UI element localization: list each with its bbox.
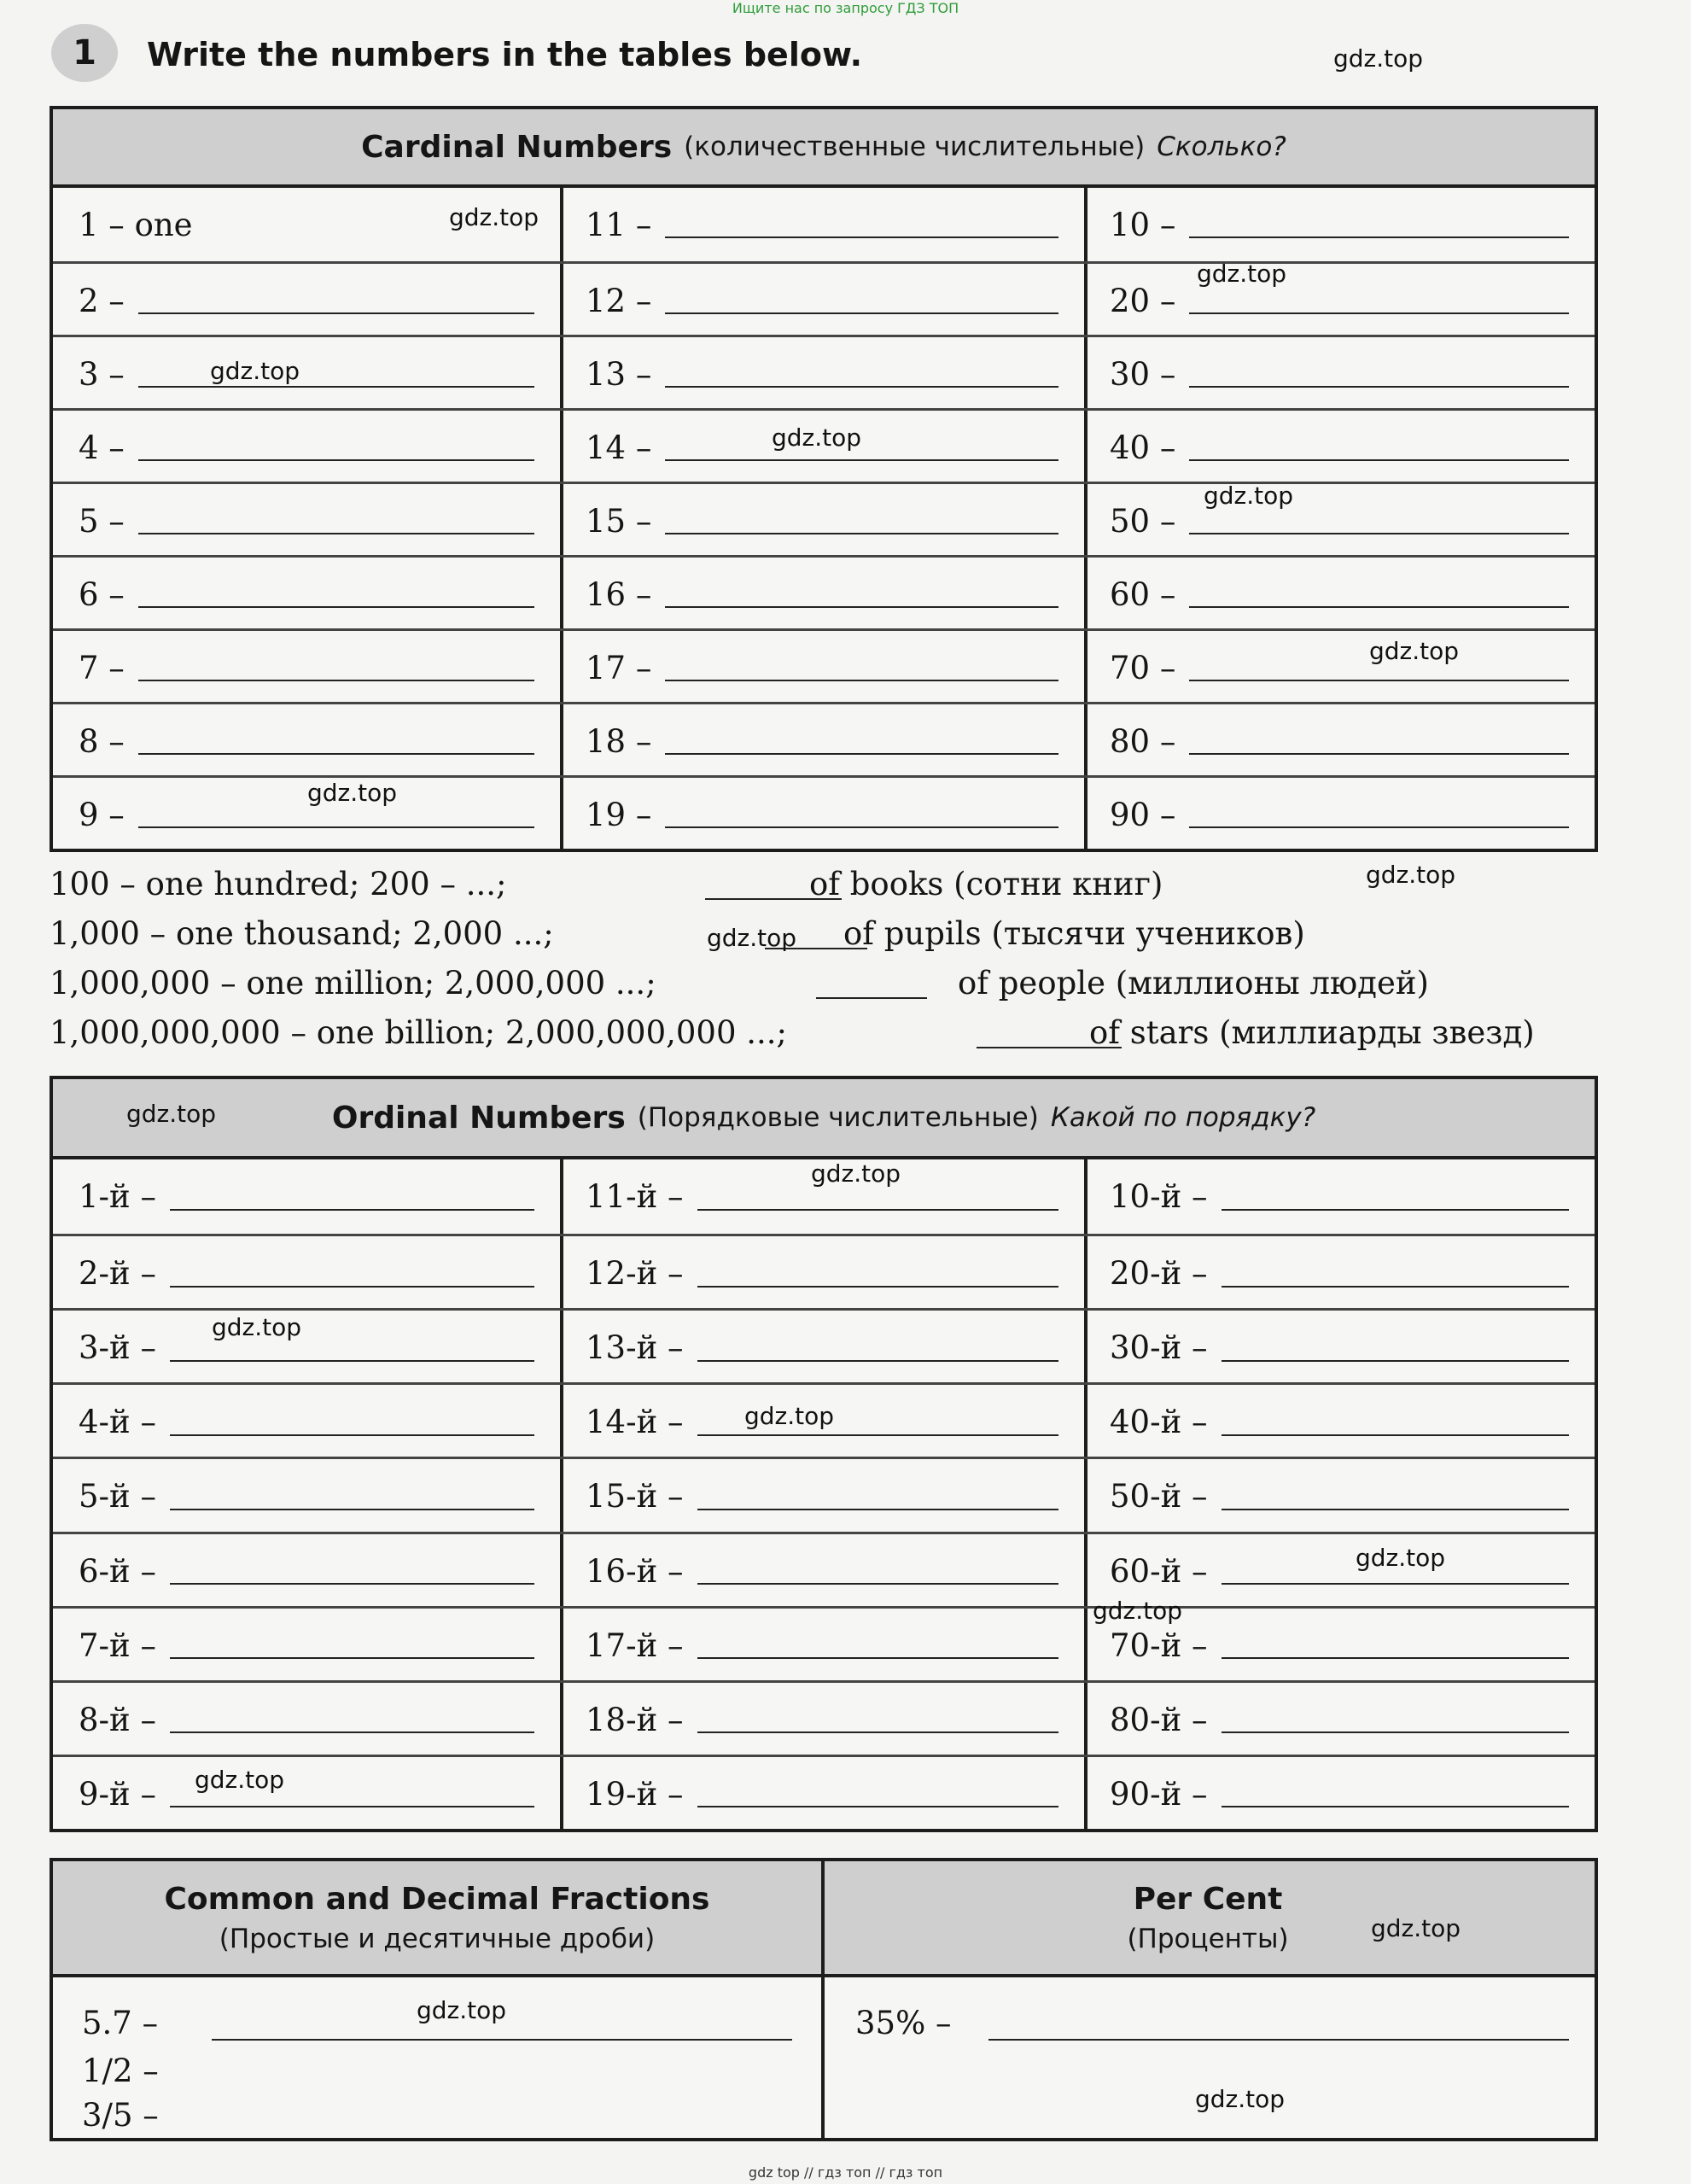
number-label: 60-й – [1110,1552,1208,1590]
percent-subtitle: (Проценты) [1127,1923,1289,1954]
percent-item: 35% – [855,2005,952,2041]
number-label: 50-й – [1110,1478,1208,1515]
table-cell [79,484,534,558]
fractions-header-left [53,1882,821,1954]
cardinal-header [53,109,1595,188]
fractions-table [50,1858,1598,2141]
answer-line[interactable] [170,1557,534,1585]
bottom-banner: gdz top // гдз топ // гдз топ [748,2164,943,2181]
big-numbers [50,866,1603,1062]
table-row [53,261,1595,337]
answer-line[interactable] [1222,1409,1569,1436]
answer-line[interactable] [170,1183,534,1211]
table-cell [79,1609,534,1683]
table-row [53,1234,1595,1311]
answer-line[interactable] [1222,1260,1569,1288]
answer-line[interactable] [1189,727,1569,755]
big-number-left: 100 – one hundred; 200 – ...; [50,866,507,902]
table-cell [1110,778,1569,851]
table-row [53,555,1595,631]
number-label: 18-й – [586,1701,684,1738]
number-label: 19-й – [586,1775,684,1813]
table-cell [1110,631,1569,704]
answer-line[interactable] [697,1483,1058,1510]
table-cell [79,1459,534,1533]
answer-line[interactable] [170,1483,534,1510]
fraction-item: 1/2 – [82,2053,159,2089]
answer-line[interactable] [1189,581,1569,608]
number-label: 6 – [79,575,125,613]
number-label: 30-й – [1110,1329,1208,1367]
answer-line[interactable] [697,1706,1058,1733]
number-label: 20-й – [1110,1255,1208,1293]
table-row [53,188,1595,261]
answer-line[interactable] [697,1780,1058,1807]
table-cell [1110,411,1569,484]
table-cell [79,1534,534,1609]
answer-line[interactable] [697,1334,1058,1362]
number-label: 13 – [586,355,652,393]
number-label: 3 – [79,355,125,393]
number-label: 13-й – [586,1329,684,1367]
answer-line[interactable] [697,1632,1058,1659]
number-label: 6-й – [79,1552,156,1590]
big-number-right: of books (сотни книг) [809,866,1163,902]
table-cell [79,704,534,778]
table-cell [79,264,534,337]
number-label: 9 – [79,796,125,833]
number-label: 40 – [1110,429,1176,466]
number-label: 12 – [586,282,652,319]
answer-line [816,972,927,999]
answer-line[interactable] [1189,287,1569,314]
cardinal-body [53,188,1595,849]
watermark: gdz.top [212,1313,302,1341]
watermark: gdz.top [1195,2085,1286,2113]
table-cell [586,1459,1058,1533]
watermark: gdz.top [1204,482,1294,510]
number-label: 17-й – [586,1626,684,1664]
exercise-number: 1 [51,24,118,82]
fraction-item: 3/5 – [82,2097,159,2134]
number-label: 15 – [586,502,652,540]
big-number-right: of people (миллионы людей) [958,965,1429,1001]
answer-line[interactable] [138,507,534,534]
watermark: gdz.top [1333,44,1424,73]
watermark: gdz.top [1356,1544,1446,1572]
table-cell [79,1159,534,1234]
answer-line[interactable] [138,287,534,314]
cardinal-question: Сколько? [1157,131,1286,162]
number-label: 7 – [79,649,125,686]
number-label: 2-й – [79,1255,156,1293]
ordinal-title: Ordinal Numbers [331,1100,626,1136]
answer-line[interactable] [1222,1483,1569,1510]
watermark: gdz.top [1093,1597,1183,1625]
big-number-left: 1,000 – one thousand; 2,000 ...; [50,915,554,952]
table-cell [1110,558,1569,631]
table-row [53,482,1595,558]
table-cell [586,1311,1058,1385]
table-cell [1110,704,1569,778]
number-label: 2 – [79,282,125,319]
watermark: gdz.top [772,423,862,452]
answer-line[interactable] [138,434,534,461]
answer-line[interactable] [665,801,1058,828]
watermark: gdz.top [1369,637,1460,665]
answer-line[interactable] [1189,801,1569,828]
number-label: 10 – [1110,206,1176,243]
number-label: 80 – [1110,722,1176,760]
answer-line[interactable] [1222,1183,1569,1211]
table-cell [79,1757,534,1831]
table-cell [79,1683,534,1757]
table-cell [79,558,534,631]
table-cell [1110,1385,1569,1459]
ordinal-question: Какой по порядку? [1050,1102,1316,1133]
table-cell [1110,188,1569,261]
table-cell [1110,1459,1569,1533]
answer-line[interactable] [138,581,534,608]
answer-line[interactable] [170,1706,534,1733]
table-cell [1110,337,1569,411]
number-label: 30 – [1110,355,1176,393]
number-label: 50 – [1110,502,1176,540]
big-number-left: 1,000,000,000 – one billion; 2,000,000,000 ...; [50,1014,788,1051]
ordinal-header [53,1079,1595,1159]
answer-line[interactable] [1222,1632,1569,1659]
table-cell [586,1683,1058,1757]
fraction-item: 5.7 – [82,2005,159,2041]
answer-line[interactable] [665,434,1058,461]
table-cell [1110,1757,1569,1831]
number-label: 8 – [79,722,125,760]
answer-line[interactable] [665,360,1058,388]
big-number-left: 1,000,000 – one million; 2,000,000 ...; [50,965,656,1001]
answer-line[interactable] [697,1260,1058,1288]
big-number-right: of pupils (тысячи учеников) [843,915,1305,952]
watermark: gdz.top [126,1100,217,1128]
number-label: 40-й – [1110,1404,1208,1441]
answer-line[interactable] [665,654,1058,681]
number-label: 70-й – [1110,1626,1208,1664]
table-row [53,1457,1595,1533]
number-label: 70 – [1110,649,1176,686]
number-label: 5 – [79,502,125,540]
answer-line[interactable] [665,727,1058,755]
number-label: 1 – one [79,206,193,243]
answer-line[interactable] [1222,1706,1569,1733]
table-cell [79,337,534,411]
answer-line[interactable] [1189,211,1569,238]
watermark: gdz.top [307,779,398,807]
number-label: 80-й – [1110,1701,1208,1738]
table-cell [1110,1236,1569,1311]
table-row [53,628,1595,704]
percent-header [821,1882,1595,1954]
answer-line[interactable] [1189,360,1569,388]
table-cell [586,778,1058,851]
answer-line [988,2013,1569,2041]
table-cell [586,704,1058,778]
answer-line[interactable] [1189,434,1569,461]
number-label: 14 – [586,429,652,466]
answer-line[interactable] [1222,1334,1569,1362]
number-label: 7-й – [79,1626,156,1664]
number-label: 16 – [586,575,652,613]
ordinal-body [53,1159,1595,1829]
number-label: 90 – [1110,796,1176,833]
table-cell [586,1534,1058,1609]
cardinal-title: Cardinal Numbers [361,129,673,165]
watermark: gdz.top [195,1766,285,1794]
watermark: gdz.top [744,1402,835,1430]
watermark: gdz.top [1371,1914,1461,1942]
table-cell [586,484,1058,558]
table-cell [586,1609,1058,1683]
number-label: 12-й – [586,1255,684,1293]
answer-line[interactable] [170,1409,534,1436]
table-cell [1110,484,1569,558]
number-label: 14-й – [586,1404,684,1441]
answer-line[interactable] [138,654,534,681]
answer-line[interactable] [697,1557,1058,1585]
number-label: 11 – [586,206,652,243]
table-cell [586,337,1058,411]
percent-title: Per Cent [1133,1881,1283,1917]
number-label: 4 – [79,429,125,466]
number-label: 10-й – [1110,1178,1208,1216]
number-label: 1-й – [79,1178,156,1216]
answer-line[interactable] [170,1260,534,1288]
number-label: 18 – [586,722,652,760]
big-number-right: of stars (миллиарды звезд) [1089,1014,1535,1051]
table-cell [79,1311,534,1385]
table-cell [79,631,534,704]
cardinal-table [50,106,1598,852]
table-cell [79,1236,534,1311]
number-label: 17 – [586,649,652,686]
table-cell [586,631,1058,704]
answer-line[interactable] [1222,1780,1569,1807]
answer-line[interactable] [170,1632,534,1659]
answer-line[interactable] [138,727,534,755]
table-cell [1110,1159,1569,1234]
ordinal-table [50,1076,1598,1832]
table-row [53,702,1595,778]
fractions-title: Common and Decimal Fractions [164,1881,710,1917]
cardinal-subtitle: (количественные числительные) [684,131,1146,162]
table-cell [79,411,534,484]
table-cell [586,188,1058,261]
table-cell [79,1385,534,1459]
watermark: gdz.top [417,1996,507,2024]
fractions-body [53,1977,1595,2138]
number-label: 19 – [586,796,652,833]
number-label: 15-й – [586,1478,684,1515]
table-cell [586,264,1058,337]
table-cell [1110,1683,1569,1757]
top-banner: Ищите нас по запросу ГДЗ ТОП [732,0,959,16]
exercise-instruction: Write the numbers in the tables below. [147,36,863,73]
number-label: 3-й – [79,1329,156,1367]
answer-line[interactable] [665,211,1058,238]
table-cell [586,558,1058,631]
number-label: 11-й – [586,1178,684,1216]
fractions-subtitle: (Простые и десятичные дроби) [219,1923,656,1954]
table-cell [586,1757,1058,1831]
number-label: 20 – [1110,282,1176,319]
watermark: gdz.top [1366,861,1456,889]
watermark: gdz.top [707,924,797,952]
watermark: gdz.top [449,203,539,231]
number-label: 4-й – [79,1404,156,1441]
answer-line[interactable] [665,581,1058,608]
watermark: gdz.top [811,1159,901,1188]
table-cell [1110,264,1569,337]
table-row [53,1606,1595,1683]
table-cell [79,778,534,851]
table-cell [586,1236,1058,1311]
answer-line[interactable] [138,360,534,388]
table-row [53,775,1595,851]
table-cell [1110,1311,1569,1385]
answer-line[interactable] [665,287,1058,314]
number-label: 60 – [1110,575,1176,613]
number-label: 9-й – [79,1775,156,1813]
number-label: 90-й – [1110,1775,1208,1813]
watermark: gdz.top [1197,260,1287,288]
number-label: 5-й – [79,1478,156,1515]
number-label: 8-й – [79,1701,156,1738]
ordinal-subtitle: (Порядковые числительные) [637,1102,1039,1133]
answer-line[interactable] [665,507,1058,534]
table-row [53,1680,1595,1757]
watermark: gdz.top [210,357,300,385]
number-label: 16-й – [586,1552,684,1590]
answer-line[interactable] [1189,507,1569,534]
